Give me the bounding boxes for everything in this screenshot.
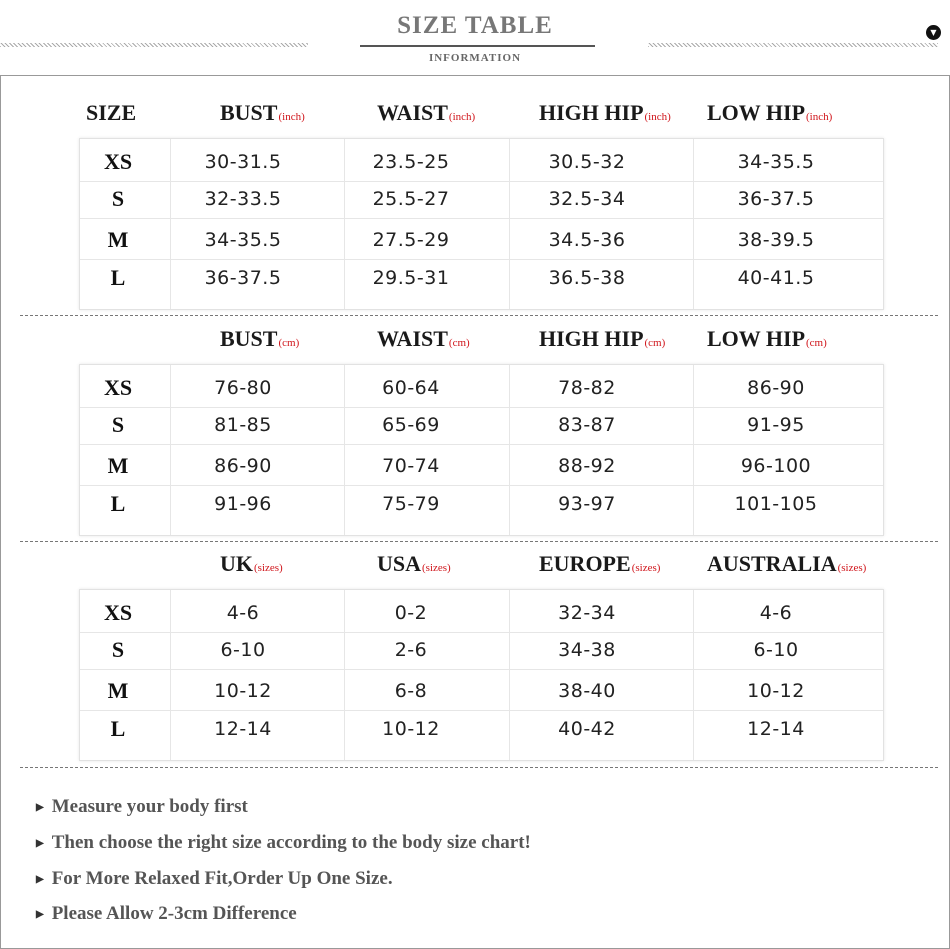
column-header-uk — [220, 551, 283, 577]
header-decoration-left — [0, 43, 308, 47]
triangle-right-icon: ▶ — [36, 909, 44, 920]
table-cell: 34-38 — [558, 639, 616, 661]
table-cell: 81-85 — [214, 414, 272, 436]
column-header-unit: (cm) — [806, 337, 827, 349]
note-item — [36, 903, 297, 925]
column-header-high-hip — [539, 326, 665, 352]
table-cell: 10-12 — [747, 680, 805, 702]
size-row-label: XS — [103, 375, 133, 400]
column-header-unit: (inch) — [806, 111, 833, 123]
column-header-low-hip — [707, 326, 827, 352]
table-cell: 86-90 — [214, 455, 272, 477]
column-header-unit: (cm) — [448, 337, 470, 349]
column-header-unit: (inch) — [448, 111, 476, 123]
table-cell: 30-31.5 — [204, 151, 282, 173]
grid-line — [80, 669, 883, 670]
section-separator — [20, 767, 938, 768]
table-cell: 12-14 — [747, 718, 805, 740]
column-header-unit: (inch) — [644, 111, 671, 123]
column-header-name: HIGH HIP — [539, 326, 644, 351]
column-header-name: WAIST — [377, 100, 448, 125]
note-item — [36, 832, 531, 854]
section-separator — [20, 315, 938, 316]
table-cell: 36-37.5 — [204, 267, 282, 289]
grid-line — [693, 139, 694, 309]
column-header-unit: (sizes) — [254, 562, 283, 574]
table-cell: 93-97 — [558, 493, 616, 515]
column-header-low-hip — [707, 100, 832, 126]
column-header-name: BUST — [220, 326, 278, 351]
note-item — [36, 796, 248, 818]
page-title: SIZE TABLE — [397, 12, 553, 39]
column-header-unit: (sizes) — [422, 562, 451, 574]
column-header-name: WAIST — [377, 326, 448, 351]
table-cell: 25.5-27 — [372, 188, 450, 210]
column-header-unit: (cm) — [644, 337, 666, 349]
table-cell: 10-12 — [214, 680, 272, 702]
column-header-name: BUST — [220, 100, 278, 125]
triangle-right-icon: ▶ — [36, 838, 44, 849]
column-header-name: LOW HIP — [707, 326, 806, 351]
grid-line — [80, 218, 883, 219]
column-header-name: AUSTRALIA — [707, 551, 837, 576]
table-cell: 36.5-38 — [548, 267, 626, 289]
table-cell: 75-79 — [382, 493, 440, 515]
table-cell: 40-42 — [558, 718, 616, 740]
grid-line — [80, 444, 883, 445]
grid-line — [80, 181, 883, 182]
grid-line — [80, 485, 883, 486]
table-cell: 36-37.5 — [737, 188, 815, 210]
table-cell: 88-92 — [558, 455, 616, 477]
table-cell: 70-74 — [382, 455, 440, 477]
note-text: For More Relaxed Fit,Order Up One Size. — [51, 868, 393, 889]
table-cell: 101-105 — [734, 493, 818, 515]
column-header-unit: (sizes) — [631, 562, 661, 574]
note-text: Please Allow 2-3cm Difference — [51, 903, 297, 924]
column-header-name: HIGH HIP — [539, 100, 644, 125]
column-header-unit: (inch) — [278, 111, 305, 123]
page-subtitle: INFORMATION — [428, 52, 522, 64]
column-header-name: LOW HIP — [707, 100, 806, 125]
size-column-header: SIZE — [86, 100, 137, 125]
column-header-waist — [377, 100, 475, 126]
table-cell: 38-39.5 — [737, 229, 815, 251]
grid-line — [80, 407, 883, 408]
section-separator — [20, 541, 938, 542]
size-row-label: S — [111, 412, 125, 437]
table-cell: 34-35.5 — [204, 229, 282, 251]
table-cell: 2-6 — [394, 639, 428, 661]
triangle-right-icon: ▶ — [36, 874, 44, 885]
table-cell: 34-35.5 — [737, 151, 815, 173]
table-cell: 40-41.5 — [737, 267, 815, 289]
table-cell: 6-10 — [220, 639, 266, 661]
column-header-bust — [220, 326, 299, 352]
column-header-usa — [377, 551, 451, 577]
column-header-australia — [707, 551, 866, 577]
table-cell: 30.5-32 — [548, 151, 626, 173]
column-header-unit: (sizes) — [837, 562, 867, 574]
note-text: Then choose the right size according to the body size chart! — [51, 832, 531, 853]
chevron-down-icon[interactable]: ▼ — [926, 25, 941, 40]
grid-line — [509, 139, 510, 309]
table-cell: 86-90 — [747, 377, 805, 399]
table-cell: 60-64 — [382, 377, 440, 399]
table-cell: 32-34 — [558, 602, 616, 624]
table-cell: 65-69 — [382, 414, 440, 436]
grid-line — [80, 710, 883, 711]
table-cell: 12-14 — [214, 718, 272, 740]
size-row-label: L — [110, 716, 126, 741]
triangle-right-icon: ▶ — [36, 802, 44, 813]
table-cell: 32.5-34 — [548, 188, 626, 210]
size-row-label: M — [107, 453, 129, 478]
note-text: Measure your body first — [51, 796, 248, 817]
grid-line — [693, 590, 694, 760]
column-header-high-hip — [539, 100, 671, 126]
table-cell: 6-8 — [394, 680, 428, 702]
table-cell: 38-40 — [558, 680, 616, 702]
table-cell: 34.5-36 — [548, 229, 626, 251]
table-cell: 27.5-29 — [372, 229, 450, 251]
table-cell: 32-33.5 — [204, 188, 282, 210]
table-cell: 6-10 — [753, 639, 799, 661]
note-item — [36, 868, 393, 890]
table-cell: 23.5-25 — [372, 151, 450, 173]
column-header-unit: (cm) — [278, 337, 300, 349]
table-cell: 0-2 — [394, 602, 428, 624]
grid-line — [509, 365, 510, 535]
size-row-label: L — [110, 265, 126, 290]
column-header-name: USA — [377, 551, 422, 576]
column-header-waist — [377, 326, 470, 352]
size-row-label: XS — [103, 600, 133, 625]
table-cell: 78-82 — [558, 377, 616, 399]
size-row-label: L — [110, 491, 126, 516]
table-cell: 29.5-31 — [372, 267, 450, 289]
size-row-label: M — [107, 678, 129, 703]
table-cell: 91-96 — [214, 493, 272, 515]
title-underline — [360, 45, 595, 47]
table-cell: 91-95 — [747, 414, 805, 436]
table-cell: 83-87 — [558, 414, 616, 436]
column-header-name: UK — [220, 551, 253, 576]
table-cell: 4-6 — [759, 602, 793, 624]
column-header-name: EUROPE — [539, 551, 631, 576]
table-cell: 96-100 — [740, 455, 812, 477]
table-cell: 76-80 — [214, 377, 272, 399]
size-row-label: S — [111, 186, 125, 211]
header-decoration-right — [648, 43, 938, 47]
column-header-europe — [539, 551, 660, 577]
grid-line — [80, 632, 883, 633]
size-row-label: XS — [103, 149, 133, 174]
grid-line — [80, 259, 883, 260]
size-row-label: M — [107, 227, 129, 252]
size-row-label: S — [111, 637, 125, 662]
grid-line — [693, 365, 694, 535]
table-cell: 10-12 — [382, 718, 440, 740]
column-header-bust — [220, 100, 305, 126]
grid-line — [509, 590, 510, 760]
table-cell: 4-6 — [226, 602, 260, 624]
